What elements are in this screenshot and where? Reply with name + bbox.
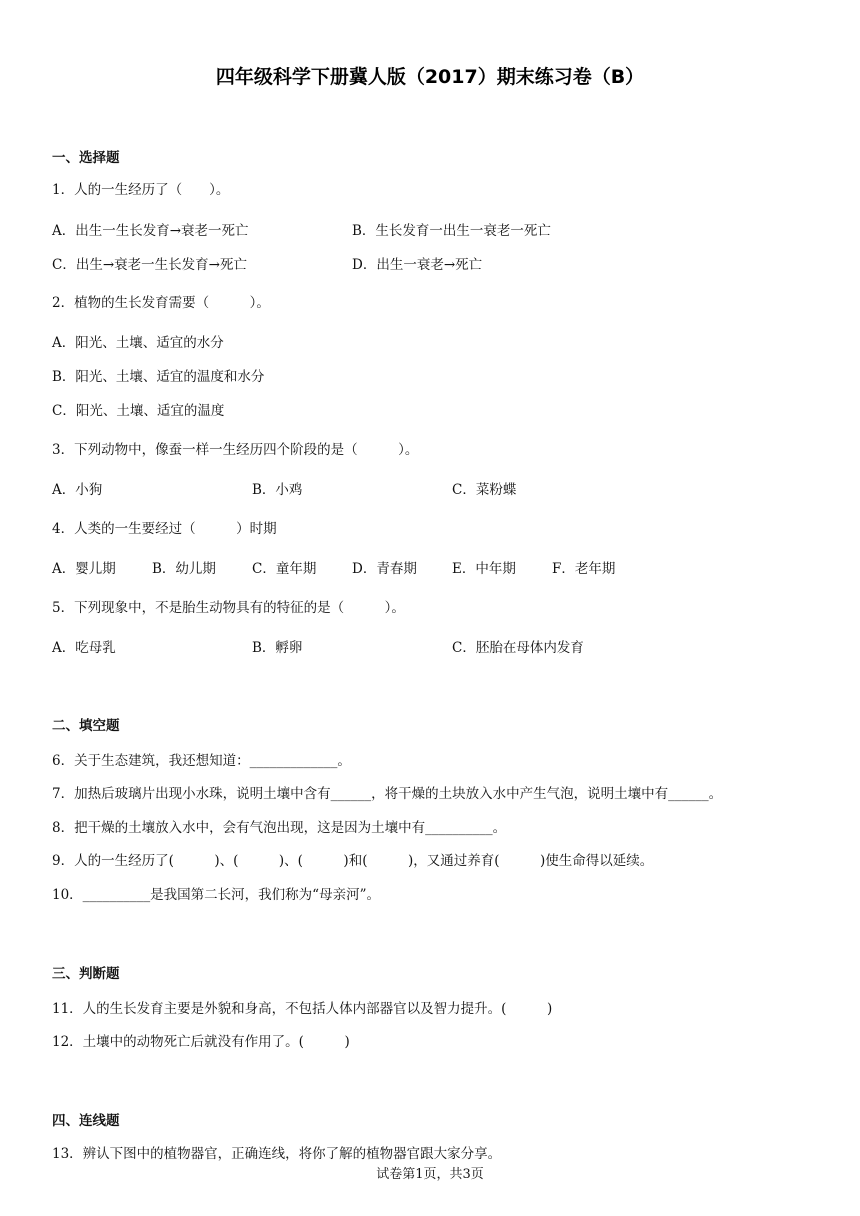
question-5-option-c: C．胚胎在母体内发育 — [452, 640, 584, 656]
question-4-option-a: A．婴儿期 — [52, 561, 116, 577]
question-1-option-d: D．出生一衰老→死亡 — [352, 257, 483, 273]
page-title: 四年级科学下册冀人版（2017）期末练习卷（B） — [215, 66, 645, 88]
question-3-option-c: C．菜粉蝶 — [452, 482, 517, 498]
question-3-stem: 3．下列动物中，像蚕一样一生经历四个阶段的是（ ）。 — [52, 442, 419, 458]
section-heading-fill-blank: 二、填空题 — [52, 718, 120, 734]
question-6: 6．关于生态建筑，我还想知道：_____________。 — [52, 753, 351, 769]
question-1-option-a: A．出生一生长发育→衰老一死亡 — [52, 223, 249, 239]
question-4-stem: 4．人类的一生要经过（ ）时期 — [52, 521, 277, 537]
page-footer: 试卷第1页，共3页 — [376, 1167, 484, 1182]
question-5-option-a: A．吃母乳 — [52, 640, 116, 656]
question-4-option-c: C．童年期 — [252, 561, 317, 577]
question-10: 10．__________是我国第二长河，我们称为“母亲河”。 — [52, 887, 380, 903]
question-1-option-c: C．出生→衰老一生长发育→死亡 — [52, 257, 247, 273]
question-8: 8．把干燥的土壤放入水中，会有气泡出现，这是因为土壤中有__________。 — [52, 820, 507, 836]
question-2-option-b: B．阳光、土壤、适宜的温度和水分 — [52, 369, 265, 385]
question-4-option-e: E．中年期 — [452, 561, 516, 577]
question-7: 7．加热后玻璃片出现小水珠，说明土壤中含有______，将干燥的土块放入水中产生气泡，说明土壤中有______。 — [52, 786, 723, 802]
section-heading-true-false: 三、判断题 — [52, 966, 120, 982]
question-2-stem: 2．植物的生长发育需要（ ）。 — [52, 295, 270, 311]
question-4-option-b: B．幼儿期 — [152, 561, 216, 577]
question-9: 9．人的一生经历了( )、( )、( )和( )，又通过养育( )使生命得以延续。 — [52, 853, 654, 869]
question-12: 12．土壤中的动物死亡后就没有作用了。( ) — [52, 1034, 350, 1050]
question-3-option-b: B．小鸡 — [252, 482, 303, 498]
section-heading-choice: 一、选择题 — [52, 150, 120, 166]
question-13: 13．辨认下图中的植物器官，正确连线，将你了解的植物器官跟大家分享。 — [52, 1146, 502, 1162]
question-5-option-b: B．孵卵 — [252, 640, 303, 656]
question-4-option-f: F．老年期 — [552, 561, 616, 577]
question-2-option-c: C．阳光、土壤、适宜的温度 — [52, 403, 225, 419]
question-3-option-a: A．小狗 — [52, 482, 103, 498]
question-2-option-a: A．阳光、土壤、适宜的水分 — [52, 335, 224, 351]
question-5-stem: 5．下列现象中，不是胎生动物具有的特征的是（ ）。 — [52, 600, 405, 616]
question-4-option-d: D．青春期 — [352, 561, 417, 577]
section-heading-matching: 四、连线题 — [52, 1113, 120, 1129]
question-11: 11．人的生长发育主要是外貌和身高，不包括人体内部器官以及智力提升。( ) — [52, 1001, 553, 1017]
question-1-option-b: B．生长发育一出生一衰老一死亡 — [352, 223, 551, 239]
question-1-stem: 1．人的一生经历了（ ）。 — [52, 182, 230, 198]
